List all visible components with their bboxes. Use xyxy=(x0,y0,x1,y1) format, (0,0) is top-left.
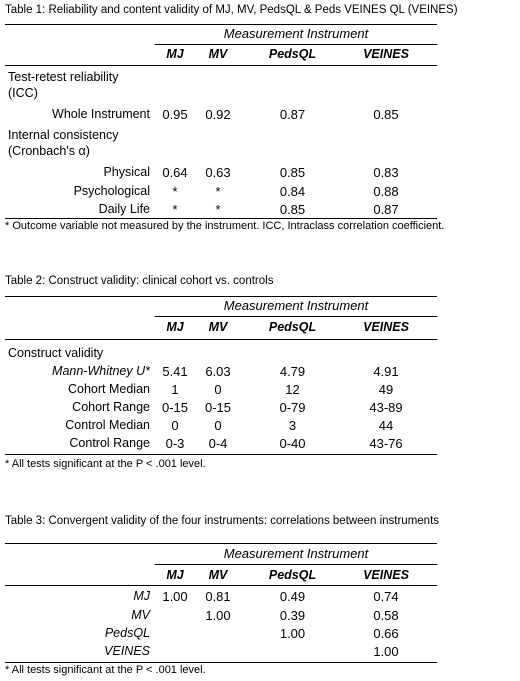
table2-cell: 43-89 xyxy=(369,400,403,415)
table2 xyxy=(5,296,437,458)
table2-caption: Table 2: Construct validity: clinical cohort vs. controls xyxy=(5,275,274,287)
table2-cell: 4.91 xyxy=(373,364,399,379)
table2-row-label: Mann-Whitney U* xyxy=(52,364,150,378)
table3-cell: 0.49 xyxy=(279,589,306,604)
table2-cell: 1 xyxy=(171,382,179,397)
table3-row-label: VEINES xyxy=(104,644,150,658)
table1-bottom-rule xyxy=(5,218,437,219)
table3-title: Measurement Instrument xyxy=(223,546,369,561)
table3-cell: 1.00 xyxy=(279,626,306,641)
table2-cell: 0 xyxy=(214,382,222,397)
table3 xyxy=(5,543,437,663)
table1-cell: 0.85 xyxy=(279,202,306,217)
table2-cell: 6.03 xyxy=(205,364,231,379)
table2-top-rule xyxy=(5,296,437,297)
table1-title-rule xyxy=(155,44,437,45)
table2-cell: 49 xyxy=(378,382,394,397)
table3-cell: 0.74 xyxy=(373,589,399,604)
table2-cell: 0 xyxy=(171,418,179,433)
table3-cell: 0.58 xyxy=(373,608,399,623)
table3-cell: 0.66 xyxy=(373,626,399,641)
table1-footnote: * Outcome variable not measured by the instrument. ICC, Intraclass correlation coefficient. xyxy=(5,220,445,232)
table1-row-label: Whole Instrument xyxy=(52,107,150,121)
table2-col-mv: MV xyxy=(208,320,228,334)
table2-cell: 4.79 xyxy=(279,364,306,379)
table2-col-pedsql: PedsQL xyxy=(268,320,317,334)
table1-cell: 0.87 xyxy=(279,107,306,122)
table2-cell: 0 xyxy=(214,418,222,433)
table1-cell: 0.85 xyxy=(279,165,306,180)
table1-col-mj: MJ xyxy=(166,47,184,61)
table3-cell: 0.81 xyxy=(205,589,231,604)
table1-header-rule xyxy=(5,65,437,66)
table2-title-rule xyxy=(155,316,437,317)
table2-row-label: Cohort Median xyxy=(68,382,150,396)
table1-col-mv: MV xyxy=(208,47,228,61)
table2-cell: 0-79 xyxy=(279,400,306,415)
table1-cell: 0.87 xyxy=(373,202,399,217)
table1-cell: 0.63 xyxy=(205,165,231,180)
table3-col-pedsql: PedsQL xyxy=(268,568,317,582)
table3-header-rule xyxy=(5,585,437,586)
table1-cell: 0.84 xyxy=(279,184,306,199)
table3-bottom-rule xyxy=(5,662,437,663)
table1-section-internal-cronbach: (Cronbach's α) xyxy=(8,144,90,158)
table1-title: Measurement Instrument xyxy=(223,26,369,41)
table2-cell: 43-76 xyxy=(369,436,403,451)
table2-cell: 0-15 xyxy=(161,400,189,415)
table1-cell: * xyxy=(172,202,178,217)
table1-cell: 0.64 xyxy=(162,165,188,180)
table1-cell: 0.83 xyxy=(373,165,399,180)
table1 xyxy=(5,24,437,219)
table3-row-label: MV xyxy=(131,608,150,622)
table2-header-rule xyxy=(5,339,437,340)
table2-cell: 0-15 xyxy=(204,400,232,415)
table2-row-label: Control Range xyxy=(69,436,150,450)
table1-cell: 0.92 xyxy=(205,107,231,122)
table2-title: Measurement Instrument xyxy=(223,298,369,313)
table1-section-test-retest-icc: (ICC) xyxy=(8,86,38,100)
table1-cell: * xyxy=(215,184,221,199)
table1-top-rule xyxy=(5,24,437,25)
table3-top-rule xyxy=(5,543,437,544)
table3-footnote: * All tests significant at the P < .001 level. xyxy=(5,664,206,676)
table1-row-label: Physical xyxy=(103,165,150,179)
table2-cell: 44 xyxy=(378,418,394,433)
table1-row-label: Psychological xyxy=(73,184,150,198)
table1-col-veines: VEINES xyxy=(363,47,409,61)
table1-section-test-retest: Test-retest reliability xyxy=(8,70,119,84)
table2-row-label: Control Median xyxy=(65,418,150,432)
table3-col-mj: MJ xyxy=(166,568,184,582)
table2-bottom-rule xyxy=(5,454,437,455)
table1-section-internal: Internal consistency xyxy=(8,128,119,142)
table2-footnote: * All tests significant at the P < .001 level. xyxy=(5,458,206,470)
table1-cell: 0.95 xyxy=(162,107,188,122)
table1-col-pedsql: PedsQL xyxy=(268,47,317,61)
table3-cell: 1.00 xyxy=(162,589,188,604)
table1-cell: * xyxy=(215,202,221,217)
table2-cell: 5.41 xyxy=(162,364,188,379)
table2-cell: 0-4 xyxy=(208,436,228,451)
table3-cell: 0.39 xyxy=(279,608,306,623)
table1-caption: Table 1: Reliability and content validity of MJ, MV, PedsQL & Peds VEINES QL (VEINES) xyxy=(5,4,458,16)
table1-cell: 0.88 xyxy=(373,184,399,199)
table2-row-label: Cohort Range xyxy=(72,400,150,414)
table1-cell: 0.85 xyxy=(373,107,399,122)
table2-cell: 0-3 xyxy=(165,436,185,451)
table3-title-rule xyxy=(155,564,437,565)
table3-col-veines: VEINES xyxy=(363,568,409,582)
table2-cell: 0-40 xyxy=(279,436,306,451)
table3-cell: 1.00 xyxy=(373,644,399,659)
table2-cell: 12 xyxy=(285,382,300,397)
table2-cell: 3 xyxy=(288,418,297,433)
table3-cell: 1.00 xyxy=(205,608,231,623)
table2-col-veines: VEINES xyxy=(363,320,409,334)
table2-section-construct: Construct validity xyxy=(8,346,104,360)
table3-col-mv: MV xyxy=(208,568,228,582)
table3-caption: Table 3: Convergent validity of the four instruments: correlations between instruments xyxy=(5,515,440,527)
table1-row-label: Daily Life xyxy=(98,202,150,216)
table3-row-label: MJ xyxy=(133,589,150,603)
table2-col-mj: MJ xyxy=(166,320,184,334)
table3-row-label: PedsQL xyxy=(104,626,150,640)
table1-cell: * xyxy=(172,184,178,199)
